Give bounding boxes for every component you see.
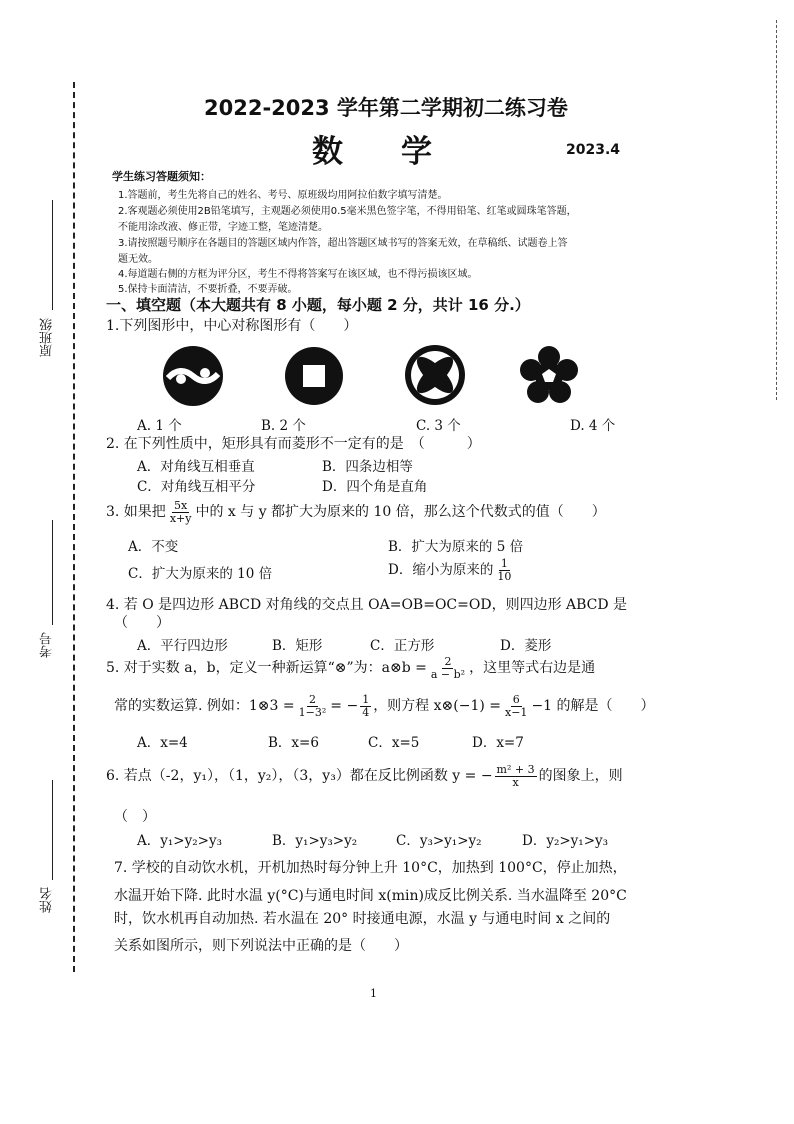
question-6-stem xyxy=(106,764,623,788)
q4-option-b: B．矩形 xyxy=(272,638,323,654)
name-underline xyxy=(52,780,53,880)
q5-ex-num-2: 1 xyxy=(362,693,370,706)
q1-option-c: C. 3 个 xyxy=(416,418,461,434)
question-2-stem: 2. 在下列性质中，矩形具有而菱形不一定有的是 （ ） xyxy=(106,436,481,452)
question-6-stem-2: （ ） xyxy=(114,809,156,825)
q5-def-num: 2 xyxy=(444,655,452,668)
q1-option-a: A. 1 个 xyxy=(137,418,182,434)
q3-option-d-text: D．缩小为原来的 xyxy=(388,562,494,578)
question-7-line: 7. 学校的自动饮水机，开机加热时每分钟上升 10°C，加热到 100°C，停止加热， xyxy=(114,860,627,876)
exam-no-underline xyxy=(52,520,53,625)
exam-no-label: 考号 xyxy=(40,632,55,658)
q5-line1-post: ，这里等式右边是通 xyxy=(469,660,596,677)
q6-stem-pre: 6. 若点（-2，y₁），（1，y₂），（3，y₃）都在反比例函数 y = − xyxy=(106,768,493,785)
q5-def-den: a − b² xyxy=(430,667,466,681)
q5-ex-num: 2 xyxy=(308,693,316,706)
q5-eq-den: x−1 xyxy=(505,705,528,719)
note-item: 4.每道题右侧的方框为评分区，考生不得将答案写在该区域，也不得污损该区域。 xyxy=(118,269,478,280)
q2-option-b: B．四条边相等 xyxy=(322,459,413,475)
q6-fn-fraction xyxy=(495,764,537,788)
q6-option-c: C．y₃>y₁>y₂ xyxy=(396,833,482,849)
q3-option-d-den: 10 xyxy=(497,570,512,583)
q3-frac-den: x+y xyxy=(169,511,192,525)
question-5-line-2 xyxy=(114,694,655,718)
exam-title: 2022-2023 学年第二学期初二练习卷 xyxy=(204,96,568,120)
q3-fraction xyxy=(168,500,194,524)
note-item: 5.保持卡面清洁，不要折叠，不要弄破。 xyxy=(118,284,298,295)
square-hole-coin-icon xyxy=(284,346,344,406)
note-item: 3.请按照题号顺序在各题目的答题区域内作答，超出答题区域书写的答案无效，在草稿纸、试题卷上答 xyxy=(118,238,568,249)
q3-stem-pre: 3. 如果把 xyxy=(106,504,166,521)
q5-option-b: B．x=6 xyxy=(268,735,319,751)
q6-option-a: A．y₁>y₂>y₃ xyxy=(137,833,222,849)
q6-stem-post: 的图象上，则 xyxy=(538,768,623,785)
page-number: 1 xyxy=(370,987,377,1000)
note-item: 1.答题前，考生先将自己的姓名、考号、原班级均用阿拉伯数字填写清楚。 xyxy=(118,190,448,201)
q5-option-d: D．x=7 xyxy=(472,735,524,751)
q4-option-a: A．平行四边形 xyxy=(137,638,228,654)
q5-eq-fraction xyxy=(503,694,529,718)
q5-ex-den-2: 4 xyxy=(362,705,370,719)
q3-option-d-num: 1 xyxy=(500,557,508,571)
section-heading: 一、填空题（本大题共有 8 小题，每小题 2 分，共计 16 分.） xyxy=(106,296,530,314)
q3-frac-num: 5x xyxy=(174,499,188,512)
question-7-line: 水温开始下降. 此时水温 y(°C)与通电时间 x(min)成反比例关系. 当水温降至 20°C xyxy=(114,888,627,904)
class-underline xyxy=(52,200,53,310)
right-edge-line xyxy=(776,20,777,400)
five-petal-flower-icon xyxy=(518,345,580,407)
q5-ex-fraction xyxy=(297,694,329,718)
four-petal-circle-icon xyxy=(404,344,466,406)
q3-stem-post: 中的 x 与 y 都扩大为原来的 10 倍，那么这个代数式的值（ ） xyxy=(195,504,606,521)
question-3-stem xyxy=(106,500,606,524)
q3-option-d-fraction xyxy=(495,558,513,582)
question-1-stem: 1.下列图形中，中心对称图形有（ ） xyxy=(106,318,358,334)
note-item: 不能用涂改液、修正带，字迹工整，笔迹清楚。 xyxy=(118,222,328,233)
note-item: 题无效。 xyxy=(118,254,158,265)
exam-date: 2023.4 xyxy=(566,142,621,158)
q1-option-b: B. 2 个 xyxy=(261,418,306,434)
q5-ex-den: 1−3² xyxy=(298,705,327,719)
question-4-stem-2: （ ） xyxy=(114,615,170,631)
question-4-stem: 4. 若 O 是四边形 ABCD 对角线的交点且 OA=OB=OC=OD，则四边形 ABCD 是 xyxy=(106,597,628,613)
question-7-line: 关系如图所示，则下列说法中正确的是（ ） xyxy=(114,938,408,954)
q5-line2-pre: 常的实数运算. 例如：1⊗3 = xyxy=(114,698,295,715)
q3-option-d xyxy=(388,558,515,583)
note-item: 2.客观题必须使用2B铅笔填写，主观题必须使用0.5毫米黑色签字笔，不得用铅笔、红笔或圆珠笔答题， xyxy=(118,206,577,217)
q2-option-d: D．四个角是直角 xyxy=(322,479,428,495)
q5-line2-mid: ，则方程 x⊗(−1) = xyxy=(373,698,502,715)
q6-fn-den: x xyxy=(512,775,519,789)
binding-line xyxy=(73,82,75,972)
q6-option-d: D．y₂>y₁>y₃ xyxy=(522,833,609,849)
subject-title: 数学 xyxy=(312,134,490,170)
notes-heading: 学生练习答题须知： xyxy=(112,170,211,183)
question-7-line: 时，饮水机再自动加热. 若水温在 20° 时接通电源，水温 y 与通电时间 x 之间的 xyxy=(114,911,611,927)
yin-yang-icon xyxy=(162,345,224,407)
q6-fn-num: m² + 3 xyxy=(496,763,535,776)
q5-def-fraction xyxy=(429,656,467,680)
q3-option-b: B．扩大为原来的 5 倍 xyxy=(388,539,524,555)
q5-line1-pre: 5. 对于实数 a，b，定义一种新运算“⊗”为：a⊗b = xyxy=(106,660,427,677)
q5-option-a: A．x=4 xyxy=(137,735,188,751)
q6-option-b: B．y₁>y₃>y₂ xyxy=(272,833,358,849)
q5-ex-mid: = − xyxy=(330,698,359,715)
class-label: 原班级 xyxy=(40,318,55,357)
q3-option-a: A．不变 xyxy=(128,539,179,555)
q2-option-a: A．对角线互相垂直 xyxy=(137,459,255,475)
q2-option-c: C．对角线互相平分 xyxy=(137,479,256,495)
question-5-line-1 xyxy=(106,656,595,680)
q4-option-c: C．正方形 xyxy=(370,638,435,654)
name-label: 姓名 xyxy=(40,887,55,913)
q5-option-c: C．x=5 xyxy=(368,735,420,751)
q1-option-d: D. 4 个 xyxy=(570,418,616,434)
q5-line2-post: −1 的解是（ ） xyxy=(531,698,655,715)
q4-option-d: D．菱形 xyxy=(500,638,552,654)
q5-eq-num: 6 xyxy=(512,693,520,706)
q3-option-c: C．扩大为原来的 10 倍 xyxy=(128,566,273,582)
q5-ex-fraction-2 xyxy=(360,694,371,718)
